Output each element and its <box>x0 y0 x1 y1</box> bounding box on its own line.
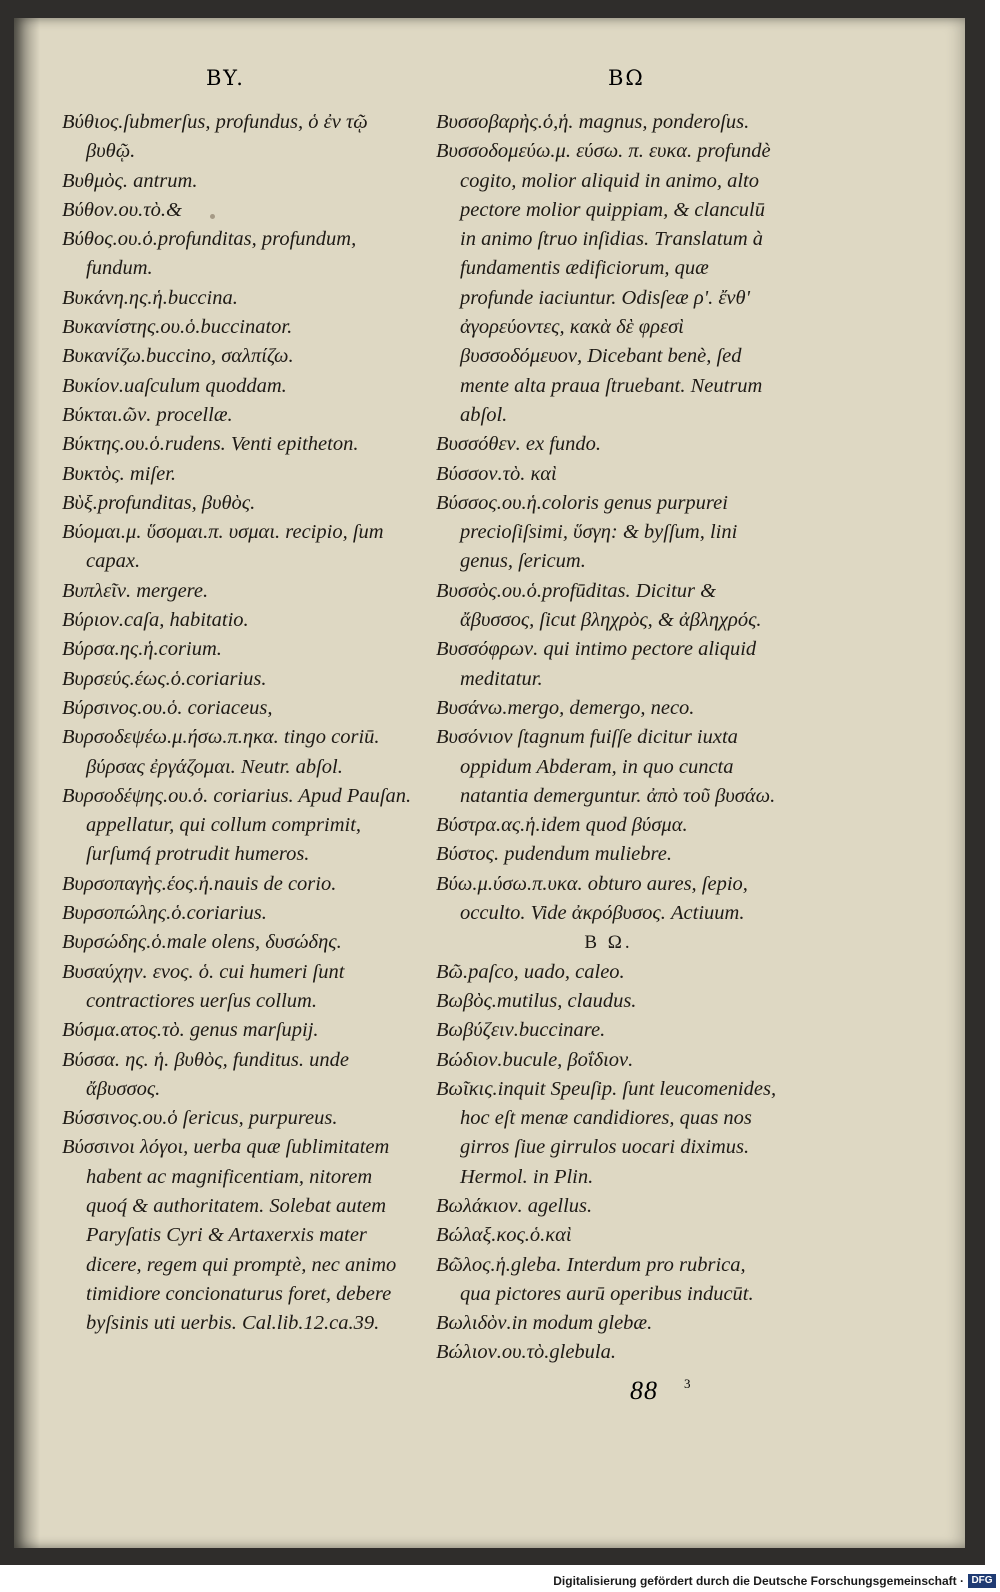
dictionary-entry: Βύσσινοι λόγοι, uerba quæ ſublimitatem habent ac magnificentiam, nitorem quoq́ & authoritatem. Solebat autem Paryſatis Cyri & Artaxerxis mater dicere, regem qui promptè, nec animo timidiore concionaturus foret, debere byſsinis uti uerbis. Cal.lib.12.ca.39. <box>62 1136 397 1335</box>
dictionary-entry: Βυκίον.uaſculum quoddam. <box>62 374 287 397</box>
dictionary-entry: Βύθιος.ſubmerſus, profundus, ὁ ἐν τῷ βυθῷ. <box>62 111 368 163</box>
right-running-head: BΩ <box>608 66 645 90</box>
dictionary-entry: Βυσόνιον ſtagnum fuiſſe dicitur iuxta oppidum Abderam, in quo cuncta natantia demerguntur. ἀπὸ τοῦ βυσάω. <box>436 726 776 807</box>
dictionary-entry: Βύσσος.ου.ἡ.coloris genus purpurei precioſiſsimi, ὕσγη: & byſſum, lini genus, ſericum. <box>436 491 738 573</box>
left-column <box>62 108 417 1338</box>
dictionary-entry: Βύστρα.ας.ἡ.idem quod βύσμα. <box>436 814 688 837</box>
dictionary-entry: Βυκανίστης.ου.ὁ.buccinator. <box>62 316 293 339</box>
page-number: 88 <box>630 1376 658 1405</box>
dictionary-entry: Βύσσινος.ου.ὁ ſericus, purpureus. <box>62 1107 338 1130</box>
dictionary-entry: Βωλιδὸν.in modum glebæ. <box>436 1312 653 1335</box>
dictionary-entry: Βῶλος.ἡ.gleba. Interdum pro rubrica, qua pictores aurū operibus inducūt. <box>436 1253 754 1305</box>
dictionary-entry: Βωβύζειν.buccinare. <box>436 1019 606 1042</box>
dictionary-entry: Βώλιον.ου.τὸ.glebula. <box>436 1341 616 1364</box>
dictionary-entry: Βύθον.ου.τὸ.& <box>62 198 182 221</box>
dictionary-entry: Βυσσοδομεύω.μ. εύσω. π. ευκα. profundè cogito, molior aliquid in animo, alto pectore molior quippiam, & clanculū in animo ſtruo inſidias. Translatum à fundamentis ædificiorum, quæ profunde iaciuntur. Odisſeæ ρ'. ἔνθ' ἀγορεύοντες, κακὰ δὲ φρεσὶ βυσσοδόμευον, Dicebant benè, ſed mente alta praua ſtruebant. Neutrum abſol. <box>436 140 771 426</box>
dictionary-entry: Βυθμὸς. antrum. <box>62 169 198 192</box>
dictionary-entry: Βύριον.caſa, habitatio. <box>62 609 249 632</box>
dictionary-entry: Βυπλεῖν. mergere. <box>62 579 209 602</box>
dictionary-entry: Βύρσα.ης.ἡ.corium. <box>62 638 222 661</box>
dictionary-entry: Βυσσὸς.ου.ὁ.profūditas. Dicitur & ἄβυσσος, ſicut βληχρὸς, & ἀβληχρός. <box>436 579 762 632</box>
dictionary-entry: Βυκάνη.ης.ἡ.buccina. <box>62 286 238 309</box>
dictionary-entry: Βυσσοβαρὴς.ὁ,ἡ. magnus, ponderoſus. <box>436 111 750 133</box>
dictionary-entry: Βώδιον.bucule, βοΐδιον. <box>436 1048 634 1071</box>
dictionary-entry: Βυρσοπώλης.ὁ.coriarius. <box>62 902 267 925</box>
dictionary-entry: Βύκται.ῶν. procellæ. <box>62 403 233 426</box>
dictionary-entry: Βύσσον.τὸ. καὶ <box>436 462 557 485</box>
dictionary-entry: Βύθος.ου.ὁ.profunditas, profundum, fundum. <box>62 228 357 280</box>
digitization-credit: Digitalisierung gefördert durch die Deutsche Forschungsgemeinschaft · <box>553 1574 964 1588</box>
signature-mark: 3 <box>684 1376 691 1391</box>
dictionary-entry: Βυρσοδέψης.ου.ὁ. coriarius. Apud Pauſan. appellatur, qui collum comprimit, ſurſumq́ protrudit humeros. <box>62 784 412 866</box>
dictionary-entry: Βωλάκιον. agellus. <box>436 1194 593 1217</box>
dictionary-entry: Βύσσα. ης. ἡ. βυθὸς, funditus. unde ἄβυσσος. <box>62 1048 349 1100</box>
dictionary-entry: Βύομαι.μ. ὕσομαι.π. υσμαι. recipio, ſum capax. <box>62 521 384 573</box>
dictionary-entry: Βυσσόφρων. qui intimo pectore aliquid meditatur. <box>436 638 757 690</box>
dictionary-entry: Βυσαύχην. ενος. ὁ. cui humeri ſunt contractiores uerſus collum. <box>62 960 345 1012</box>
dictionary-entry: Βωβὸς.mutilus, claudus. <box>436 989 637 1012</box>
dictionary-entry: Βυσάνω.mergo, demergo, neco. <box>436 696 695 719</box>
dictionary-entry: Βυρσοπαγὴς.έος.ἡ.nauis de corio. <box>62 872 337 895</box>
dictionary-entry: Βυκανίζω.buccino, σαλπίζω. <box>62 345 294 368</box>
dictionary-entry: Βύστος. pudendum muliebre. <box>436 843 672 866</box>
dictionary-entry: Βυρσοδεψέω.μ.ήσω.π.ηκα. tingo coriū. βύρσας ἐργάζομαι. Neutr. abſol. <box>62 726 380 778</box>
left-running-head: BY. <box>206 66 245 90</box>
dictionary-entry: Βύκτης.ου.ὁ.rudens. Venti epitheton. <box>62 433 359 456</box>
dictionary-entry: Βώλαξ.κος.ὁ.καὶ <box>436 1224 572 1247</box>
dictionary-entry: Βυκτὸς. miſer. <box>62 462 177 485</box>
dfg-logo-icon: DFG <box>968 1574 996 1588</box>
section-heading: B Ω. <box>584 932 633 954</box>
dictionary-entry: Βωῖκις.inquit Speuſip. ſunt leucomenides, hoc eſt menæ candidiores, quas nos girros ſiue girrulos uocari diximus. Hermol. in Plin. <box>436 1077 777 1188</box>
dictionary-entry: Βυρσεύς.έως.ὁ.coriarius. <box>62 667 267 690</box>
dictionary-entry: Βυσσόθεν. ex fundo. <box>436 433 602 456</box>
dictionary-entry: Βύσμα.ατος.τὸ. genus marſupij. <box>62 1019 319 1042</box>
page-gutter-shadow <box>14 18 40 1548</box>
dictionary-entry: Βὺξ.profunditas, βυθὸς. <box>62 491 256 514</box>
dictionary-entry: Βῶ.paſco, uado, caleo. <box>436 960 625 983</box>
dictionary-entry: Βύρσινος.ου.ὁ. coriaceus, <box>62 696 273 719</box>
dictionary-entry: Βύω.μ.ύσω.π.υκα. obturo aures, ſepio, occulto. Vide ἀκρόβυσος. Actiuum. <box>436 872 748 925</box>
right-column <box>436 108 781 1368</box>
dictionary-entry: Βυρσώδης.ὁ.male olens, δυσώδης. <box>62 931 342 954</box>
